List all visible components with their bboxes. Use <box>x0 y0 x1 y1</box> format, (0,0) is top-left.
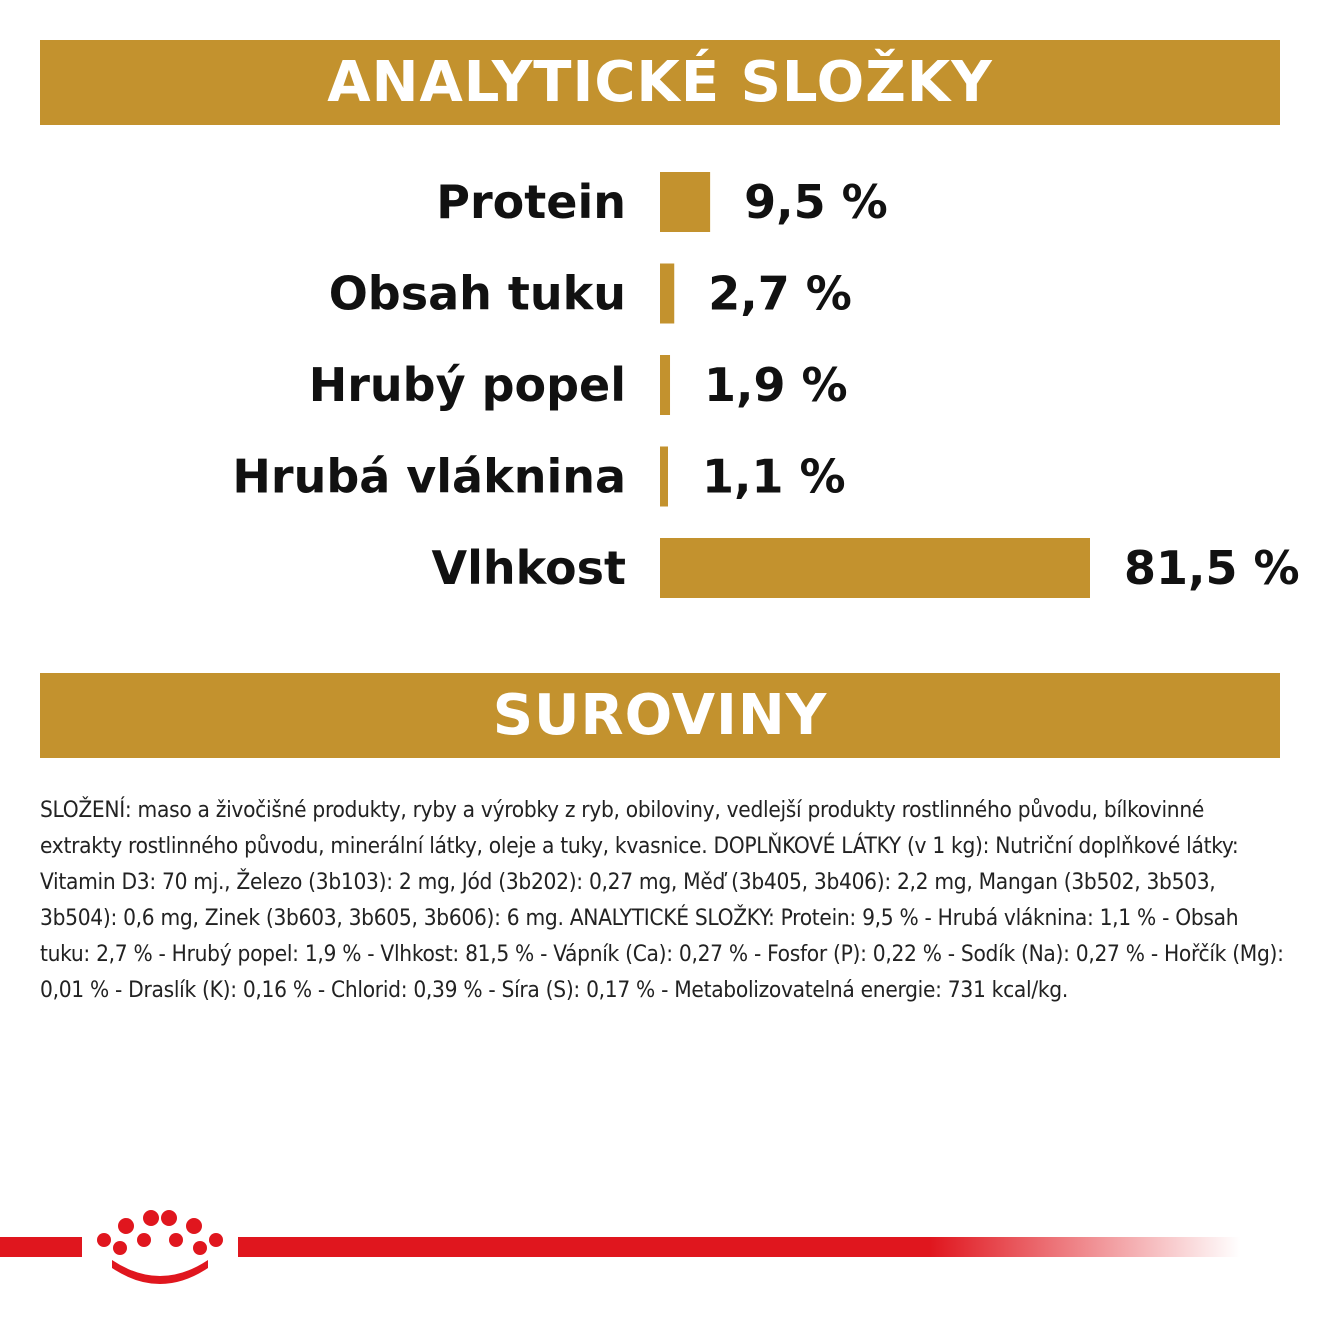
ingredients-banner <box>40 673 1280 758</box>
category-label: Vlhkost <box>431 541 626 595</box>
analytics-banner <box>40 40 1280 125</box>
bar <box>660 538 1090 598</box>
composition-text: SLOŽENÍ: maso a živočišné produkty, ryby a výrobky z ryb, obiloviny, vedlejší produkty rostlinného původu, bílkovinné extrakty rostlinného původu, minerální látky, oleje a tuky, kvasnice. DOPLŇKOVÉ LÁTKY (v 1 kg): Nutriční doplňkové látky: Vitamin D3: 70 mj., Železo (3b103): 2 mg, Jód (3b202): 0,27 mg, Měď (3b405, 3b406): 2,2 mg, Mangan (3b502, 3b503, 3b504): 0,6 mg, Zinek (3b603, 3b605, 3b606): 6 mg. ANALYTICKÉ SLOŽKY: Protein: 9,5 % - Hrubá vláknina: 1,1 % - Obsah tuku: 2,7 % - Hrubý popel: 1,9 % - Vlhkost: 81,5 % - Vápník (Ca): 0,27 % - Fosfor (P): 0,22 % - Sodík (Na): 0,27 % - Hořčík (Mg): 0,01 % - Draslík (K): 0,16 % - Chlorid: 0,39 % - Síra (S): 0,17 % - Metabolizovatelná energie: 731 kcal/kg. <box>40 797 1284 1003</box>
bar <box>660 447 668 507</box>
value-label: 1,9 % <box>704 358 848 412</box>
value-label: 81,5 % <box>1124 541 1300 595</box>
category-label: Hrubá vláknina <box>232 449 626 504</box>
ingredients-title: SUROVINY <box>492 683 828 748</box>
category-label: Obsah tuku <box>328 266 626 321</box>
bar <box>660 355 670 415</box>
value-label: 2,7 % <box>708 266 852 321</box>
analytics-title: ANALYTICKÉ SLOŽKY <box>327 50 993 115</box>
bar <box>660 264 674 324</box>
category-label: Protein <box>436 175 626 229</box>
crown-icon <box>92 1208 228 1284</box>
analytics-bar-chart <box>0 150 1320 620</box>
bar <box>660 172 710 232</box>
value-label: 9,5 % <box>744 175 888 229</box>
value-label: 1,1 % <box>702 449 846 504</box>
category-label: Hrubý popel <box>308 358 626 412</box>
